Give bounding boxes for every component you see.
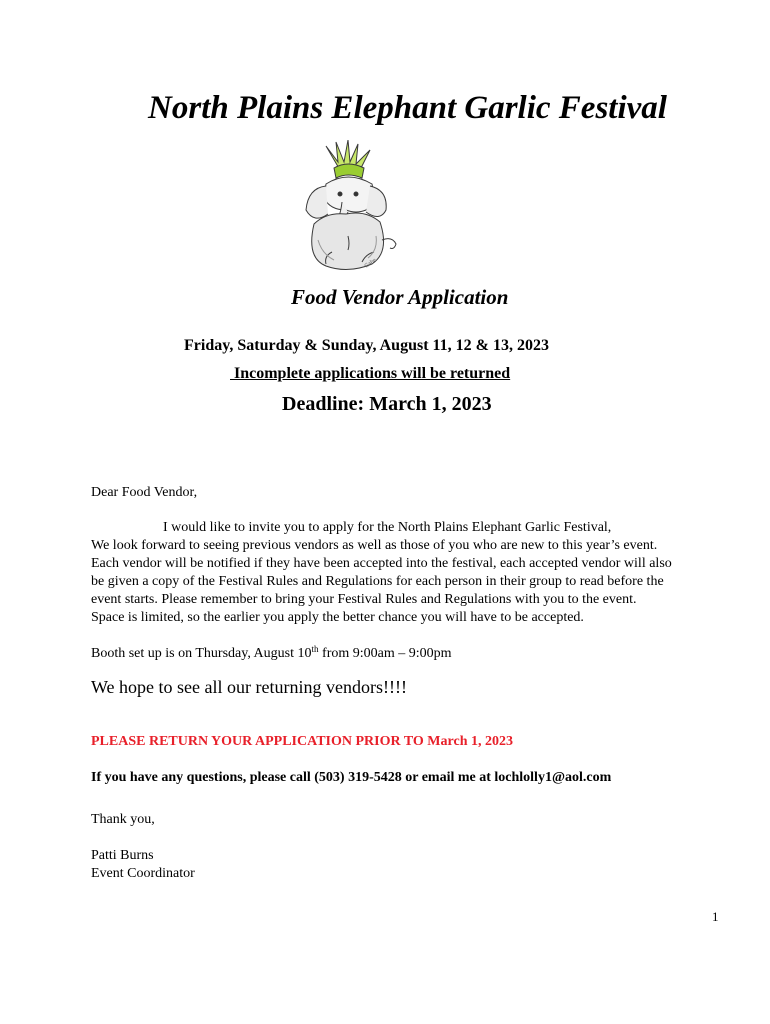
returning-vendors-text: We hope to see all our returning vendors!!!!	[91, 677, 407, 697]
closing: Thank you,	[91, 812, 155, 827]
incomplete-notice: Incomplete applications will be returned	[230, 365, 511, 382]
paragraph-line: I would like to invite you to apply for the North Plains Elephant Garlic Festival,	[163, 520, 612, 535]
deadline-heading: Deadline: March 1, 2023	[282, 393, 492, 415]
paragraph-line: Space is limited, so the earlier you apply the better chance you will have to be accepted.	[91, 610, 584, 625]
booth-ordinal: th	[311, 644, 319, 654]
page-number: 1	[712, 909, 719, 924]
invitation-paragraph	[91, 519, 731, 627]
application-subtitle: Food Vendor Application	[291, 285, 509, 309]
elephant-garlic-icon	[296, 140, 400, 274]
signer-title: Event Coordinator	[91, 866, 195, 881]
booth-suffix: from 9:00am – 9:00pm	[318, 646, 452, 661]
return-deadline-notice: PLEASE RETURN YOUR APPLICATION PRIOR TO March 1, 2023	[91, 734, 513, 749]
svg-text:Gabe: Gabe	[363, 257, 378, 270]
signer-name: Patti Burns	[91, 848, 154, 863]
paragraph-line: Each vendor will be notified if they have been accepted into the festival, each accepted vendor will also	[91, 556, 672, 571]
paragraph-line: event starts. Please remember to bring your Festival Rules and Regulations with you to the event.	[91, 592, 637, 607]
booth-setup-text	[91, 645, 452, 663]
festival-dates: Friday, Saturday & Sunday, August 11, 12 & 13, 2023	[184, 337, 549, 354]
contact-info: If you have any questions, please call (503) 319-5428 or email me at lochlolly1@aol.com	[91, 770, 612, 785]
page-title: North Plains Elephant Garlic Festival	[148, 90, 667, 126]
paragraph-line: be given a copy of the Festival Rules and Regulations for each person in their group to read before the	[91, 574, 664, 589]
salutation: Dear Food Vendor,	[91, 485, 198, 500]
booth-prefix: Booth set up is on Thursday, August 10	[91, 646, 312, 661]
paragraph-line: We look forward to seeing previous vendors as well as those of you who are new to this year’s event.	[91, 538, 658, 553]
